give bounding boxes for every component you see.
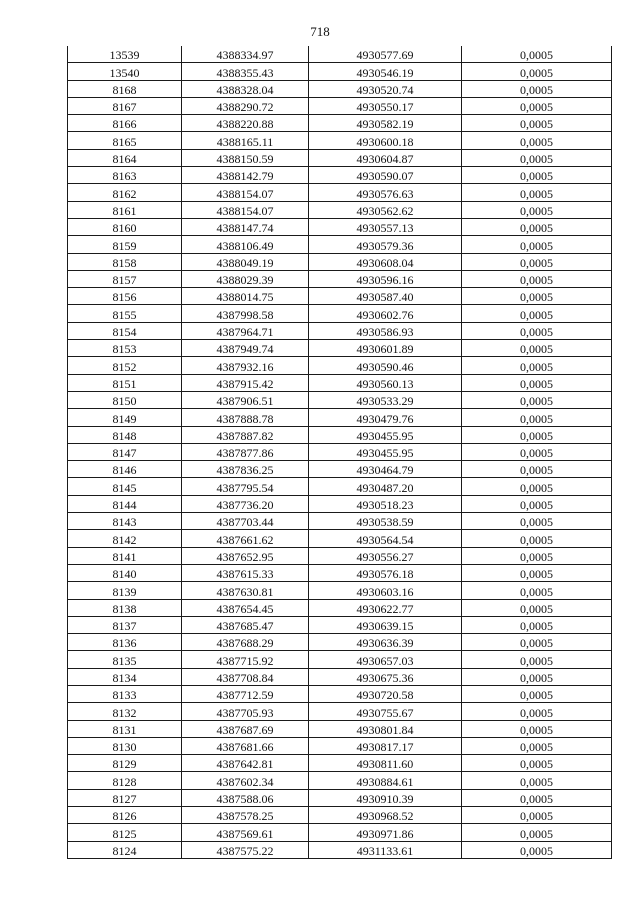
x-coordinate-cell: 4387575.22 xyxy=(182,841,309,858)
error-value-cell: 0,0005 xyxy=(462,80,612,97)
error-value-cell: 0,0005 xyxy=(462,564,612,581)
y-coordinate-cell: 4930622.77 xyxy=(309,599,462,616)
y-coordinate-cell: 4930533.29 xyxy=(309,391,462,408)
x-coordinate-cell: 4387630.81 xyxy=(182,582,309,599)
x-coordinate-cell: 4388106.49 xyxy=(182,236,309,253)
point-number-cell: 8146 xyxy=(68,461,182,478)
x-coordinate-cell: 4387652.95 xyxy=(182,547,309,564)
y-coordinate-cell: 4930538.59 xyxy=(309,513,462,530)
y-coordinate-cell: 4930639.15 xyxy=(309,616,462,633)
point-number-cell: 8128 xyxy=(68,772,182,789)
error-value-cell: 0,0005 xyxy=(462,132,612,149)
x-coordinate-cell: 4388220.88 xyxy=(182,115,309,132)
error-value-cell: 0,0005 xyxy=(462,737,612,754)
table-row xyxy=(68,149,612,166)
error-value-cell: 0,0005 xyxy=(462,236,612,253)
table-row xyxy=(68,132,612,149)
y-coordinate-cell: 4930675.36 xyxy=(309,668,462,685)
error-value-cell: 0,0005 xyxy=(462,270,612,287)
point-number-cell: 8144 xyxy=(68,495,182,512)
table-row xyxy=(68,495,612,512)
error-value-cell: 0,0005 xyxy=(462,616,612,633)
table-row xyxy=(68,357,612,374)
x-coordinate-cell: 4388014.75 xyxy=(182,288,309,305)
x-coordinate-cell: 4387642.81 xyxy=(182,755,309,772)
table-row xyxy=(68,755,612,772)
error-value-cell: 0,0005 xyxy=(462,530,612,547)
error-value-cell: 0,0005 xyxy=(462,478,612,495)
point-number-cell: 8145 xyxy=(68,478,182,495)
y-coordinate-cell: 4930562.62 xyxy=(309,201,462,218)
point-number-cell: 8157 xyxy=(68,270,182,287)
y-coordinate-cell: 4930577.69 xyxy=(309,46,462,63)
table-row xyxy=(68,426,612,443)
table-row xyxy=(68,720,612,737)
table-row xyxy=(68,478,612,495)
y-coordinate-cell: 4930608.04 xyxy=(309,253,462,270)
table-row xyxy=(68,651,612,668)
y-coordinate-cell: 4930971.86 xyxy=(309,824,462,841)
x-coordinate-cell: 4388154.07 xyxy=(182,201,309,218)
point-number-cell: 8149 xyxy=(68,409,182,426)
table-row xyxy=(68,789,612,806)
table-row xyxy=(68,218,612,235)
table-row xyxy=(68,305,612,322)
error-value-cell: 0,0005 xyxy=(462,357,612,374)
y-coordinate-cell: 4930546.19 xyxy=(309,63,462,80)
x-coordinate-cell: 4388029.39 xyxy=(182,270,309,287)
point-number-cell: 8127 xyxy=(68,789,182,806)
point-number-cell: 8154 xyxy=(68,322,182,339)
table-row xyxy=(68,703,612,720)
point-number-cell: 8147 xyxy=(68,443,182,460)
point-number-cell: 8165 xyxy=(68,132,182,149)
point-number-cell: 8155 xyxy=(68,305,182,322)
error-value-cell: 0,0005 xyxy=(462,495,612,512)
error-value-cell: 0,0005 xyxy=(462,115,612,132)
table-row xyxy=(68,634,612,651)
table-row xyxy=(68,772,612,789)
point-number-cell: 8135 xyxy=(68,651,182,668)
point-number-cell: 8139 xyxy=(68,582,182,599)
x-coordinate-cell: 4387906.51 xyxy=(182,391,309,408)
x-coordinate-cell: 4388334.97 xyxy=(182,46,309,63)
table-row xyxy=(68,668,612,685)
error-value-cell: 0,0005 xyxy=(462,599,612,616)
error-value-cell: 0,0005 xyxy=(462,184,612,201)
point-number-cell: 8134 xyxy=(68,668,182,685)
y-coordinate-cell: 4930586.93 xyxy=(309,322,462,339)
error-value-cell: 0,0005 xyxy=(462,703,612,720)
table-row xyxy=(68,97,612,114)
y-coordinate-cell: 4930604.87 xyxy=(309,149,462,166)
x-coordinate-cell: 4387703.44 xyxy=(182,513,309,530)
point-number-cell: 13539 xyxy=(68,46,182,63)
error-value-cell: 0,0005 xyxy=(462,772,612,789)
x-coordinate-cell: 4388328.04 xyxy=(182,80,309,97)
x-coordinate-cell: 4387888.78 xyxy=(182,409,309,426)
x-coordinate-cell: 4388150.59 xyxy=(182,149,309,166)
x-coordinate-cell: 4388290.72 xyxy=(182,97,309,114)
table-row xyxy=(68,443,612,460)
y-coordinate-cell: 4930811.60 xyxy=(309,755,462,772)
y-coordinate-cell: 4930520.74 xyxy=(309,80,462,97)
table-row xyxy=(68,513,612,530)
table-row xyxy=(68,841,612,858)
coordinates-table-body xyxy=(68,46,612,858)
table-row xyxy=(68,80,612,97)
page-number: 718 xyxy=(310,24,330,39)
point-number-cell: 8130 xyxy=(68,737,182,754)
table-row xyxy=(68,409,612,426)
error-value-cell: 0,0005 xyxy=(462,513,612,530)
table-row xyxy=(68,737,612,754)
y-coordinate-cell: 4930550.17 xyxy=(309,97,462,114)
point-number-cell: 8162 xyxy=(68,184,182,201)
table-row xyxy=(68,547,612,564)
point-number-cell: 8140 xyxy=(68,564,182,581)
table-row xyxy=(68,824,612,841)
point-number-cell: 8125 xyxy=(68,824,182,841)
error-value-cell: 0,0005 xyxy=(462,63,612,80)
y-coordinate-cell: 4930576.18 xyxy=(309,564,462,581)
error-value-cell: 0,0005 xyxy=(462,720,612,737)
error-value-cell: 0,0005 xyxy=(462,824,612,841)
table-row xyxy=(68,530,612,547)
table-row xyxy=(68,184,612,201)
y-coordinate-cell: 4930479.76 xyxy=(309,409,462,426)
x-coordinate-cell: 4387712.59 xyxy=(182,685,309,702)
error-value-cell: 0,0005 xyxy=(462,789,612,806)
error-value-cell: 0,0005 xyxy=(462,634,612,651)
y-coordinate-cell: 4930720.58 xyxy=(309,685,462,702)
error-value-cell: 0,0005 xyxy=(462,374,612,391)
table-row xyxy=(68,685,612,702)
y-coordinate-cell: 4930910.39 xyxy=(309,789,462,806)
x-coordinate-cell: 4387685.47 xyxy=(182,616,309,633)
error-value-cell: 0,0005 xyxy=(462,547,612,564)
point-number-cell: 8129 xyxy=(68,755,182,772)
point-number-cell: 13540 xyxy=(68,63,182,80)
x-coordinate-cell: 4387949.74 xyxy=(182,340,309,357)
point-number-cell: 8159 xyxy=(68,236,182,253)
error-value-cell: 0,0005 xyxy=(462,426,612,443)
error-value-cell: 0,0005 xyxy=(462,668,612,685)
y-coordinate-cell: 4930587.40 xyxy=(309,288,462,305)
table-row xyxy=(68,616,612,633)
error-value-cell: 0,0005 xyxy=(462,340,612,357)
point-number-cell: 8160 xyxy=(68,218,182,235)
error-value-cell: 0,0005 xyxy=(462,391,612,408)
x-coordinate-cell: 4387602.34 xyxy=(182,772,309,789)
x-coordinate-cell: 4387588.06 xyxy=(182,789,309,806)
x-coordinate-cell: 4387688.29 xyxy=(182,634,309,651)
point-number-cell: 8163 xyxy=(68,167,182,184)
point-number-cell: 8150 xyxy=(68,391,182,408)
y-coordinate-cell: 4930455.95 xyxy=(309,443,462,460)
y-coordinate-cell: 4930557.13 xyxy=(309,218,462,235)
point-number-cell: 8124 xyxy=(68,841,182,858)
table-row xyxy=(68,167,612,184)
error-value-cell: 0,0005 xyxy=(462,46,612,63)
table-row xyxy=(68,288,612,305)
point-number-cell: 8156 xyxy=(68,288,182,305)
error-value-cell: 0,0005 xyxy=(462,149,612,166)
point-number-cell: 8137 xyxy=(68,616,182,633)
table-row xyxy=(68,236,612,253)
y-coordinate-cell: 4930579.36 xyxy=(309,236,462,253)
table-row xyxy=(68,115,612,132)
x-coordinate-cell: 4387687.69 xyxy=(182,720,309,737)
point-number-cell: 8153 xyxy=(68,340,182,357)
coordinates-table xyxy=(67,46,612,859)
x-coordinate-cell: 4387915.42 xyxy=(182,374,309,391)
table-row xyxy=(68,322,612,339)
table-row xyxy=(68,461,612,478)
error-value-cell: 0,0005 xyxy=(462,461,612,478)
x-coordinate-cell: 4387836.25 xyxy=(182,461,309,478)
error-value-cell: 0,0005 xyxy=(462,253,612,270)
y-coordinate-cell: 4930600.18 xyxy=(309,132,462,149)
y-coordinate-cell: 4930603.16 xyxy=(309,582,462,599)
x-coordinate-cell: 4387615.33 xyxy=(182,564,309,581)
table-row xyxy=(68,270,612,287)
y-coordinate-cell: 4930560.13 xyxy=(309,374,462,391)
x-coordinate-cell: 4388165.11 xyxy=(182,132,309,149)
x-coordinate-cell: 4387998.58 xyxy=(182,305,309,322)
table-row xyxy=(68,201,612,218)
error-value-cell: 0,0005 xyxy=(462,167,612,184)
x-coordinate-cell: 4388154.07 xyxy=(182,184,309,201)
point-number-cell: 8126 xyxy=(68,807,182,824)
point-number-cell: 8148 xyxy=(68,426,182,443)
x-coordinate-cell: 4387681.66 xyxy=(182,737,309,754)
y-coordinate-cell: 4930596.16 xyxy=(309,270,462,287)
table-row xyxy=(68,599,612,616)
point-number-cell: 8166 xyxy=(68,115,182,132)
y-coordinate-cell: 4930817.17 xyxy=(309,737,462,754)
x-coordinate-cell: 4387578.25 xyxy=(182,807,309,824)
y-coordinate-cell: 4930564.54 xyxy=(309,530,462,547)
x-coordinate-cell: 4388147.74 xyxy=(182,218,309,235)
error-value-cell: 0,0005 xyxy=(462,685,612,702)
point-number-cell: 8161 xyxy=(68,201,182,218)
point-number-cell: 8143 xyxy=(68,513,182,530)
y-coordinate-cell: 4930518.23 xyxy=(309,495,462,512)
y-coordinate-cell: 4930657.03 xyxy=(309,651,462,668)
point-number-cell: 8167 xyxy=(68,97,182,114)
error-value-cell: 0,0005 xyxy=(462,305,612,322)
y-coordinate-cell: 4930968.52 xyxy=(309,807,462,824)
y-coordinate-cell: 4930590.07 xyxy=(309,167,462,184)
x-coordinate-cell: 4387661.62 xyxy=(182,530,309,547)
error-value-cell: 0,0005 xyxy=(462,443,612,460)
y-coordinate-cell: 4930884.61 xyxy=(309,772,462,789)
point-number-cell: 8131 xyxy=(68,720,182,737)
error-value-cell: 0,0005 xyxy=(462,97,612,114)
y-coordinate-cell: 4930556.27 xyxy=(309,547,462,564)
table-row xyxy=(68,391,612,408)
point-number-cell: 8141 xyxy=(68,547,182,564)
y-coordinate-cell: 4930602.76 xyxy=(309,305,462,322)
point-number-cell: 8151 xyxy=(68,374,182,391)
error-value-cell: 0,0005 xyxy=(462,582,612,599)
y-coordinate-cell: 4930590.46 xyxy=(309,357,462,374)
x-coordinate-cell: 4387887.82 xyxy=(182,426,309,443)
table-row xyxy=(68,807,612,824)
point-number-cell: 8138 xyxy=(68,599,182,616)
table-row xyxy=(68,582,612,599)
table-row xyxy=(68,374,612,391)
error-value-cell: 0,0005 xyxy=(462,288,612,305)
x-coordinate-cell: 4387932.16 xyxy=(182,357,309,374)
x-coordinate-cell: 4387705.93 xyxy=(182,703,309,720)
error-value-cell: 0,0005 xyxy=(462,807,612,824)
error-value-cell: 0,0005 xyxy=(462,322,612,339)
y-coordinate-cell: 4930636.39 xyxy=(309,634,462,651)
y-coordinate-cell: 4930487.20 xyxy=(309,478,462,495)
x-coordinate-cell: 4387964.71 xyxy=(182,322,309,339)
point-number-cell: 8164 xyxy=(68,149,182,166)
point-number-cell: 8168 xyxy=(68,80,182,97)
y-coordinate-cell: 4930576.63 xyxy=(309,184,462,201)
y-coordinate-cell: 4930455.95 xyxy=(309,426,462,443)
error-value-cell: 0,0005 xyxy=(462,409,612,426)
table-row xyxy=(68,340,612,357)
error-value-cell: 0,0005 xyxy=(462,841,612,858)
point-number-cell: 8158 xyxy=(68,253,182,270)
y-coordinate-cell: 4930601.89 xyxy=(309,340,462,357)
y-coordinate-cell: 4930755.67 xyxy=(309,703,462,720)
x-coordinate-cell: 4387736.20 xyxy=(182,495,309,512)
x-coordinate-cell: 4388049.19 xyxy=(182,253,309,270)
table-row xyxy=(68,46,612,63)
error-value-cell: 0,0005 xyxy=(462,651,612,668)
x-coordinate-cell: 4387877.86 xyxy=(182,443,309,460)
table-row xyxy=(68,63,612,80)
error-value-cell: 0,0005 xyxy=(462,755,612,772)
x-coordinate-cell: 4388355.43 xyxy=(182,63,309,80)
y-coordinate-cell: 4930464.79 xyxy=(309,461,462,478)
point-number-cell: 8152 xyxy=(68,357,182,374)
table-row xyxy=(68,253,612,270)
x-coordinate-cell: 4388142.79 xyxy=(182,167,309,184)
point-number-cell: 8136 xyxy=(68,634,182,651)
y-coordinate-cell: 4930801.84 xyxy=(309,720,462,737)
x-coordinate-cell: 4387715.92 xyxy=(182,651,309,668)
x-coordinate-cell: 4387795.54 xyxy=(182,478,309,495)
y-coordinate-cell: 4930582.19 xyxy=(309,115,462,132)
point-number-cell: 8132 xyxy=(68,703,182,720)
table-row xyxy=(68,564,612,581)
point-number-cell: 8142 xyxy=(68,530,182,547)
error-value-cell: 0,0005 xyxy=(462,218,612,235)
y-coordinate-cell: 4931133.61 xyxy=(309,841,462,858)
point-number-cell: 8133 xyxy=(68,685,182,702)
error-value-cell: 0,0005 xyxy=(462,201,612,218)
x-coordinate-cell: 4387569.61 xyxy=(182,824,309,841)
x-coordinate-cell: 4387654.45 xyxy=(182,599,309,616)
x-coordinate-cell: 4387708.84 xyxy=(182,668,309,685)
